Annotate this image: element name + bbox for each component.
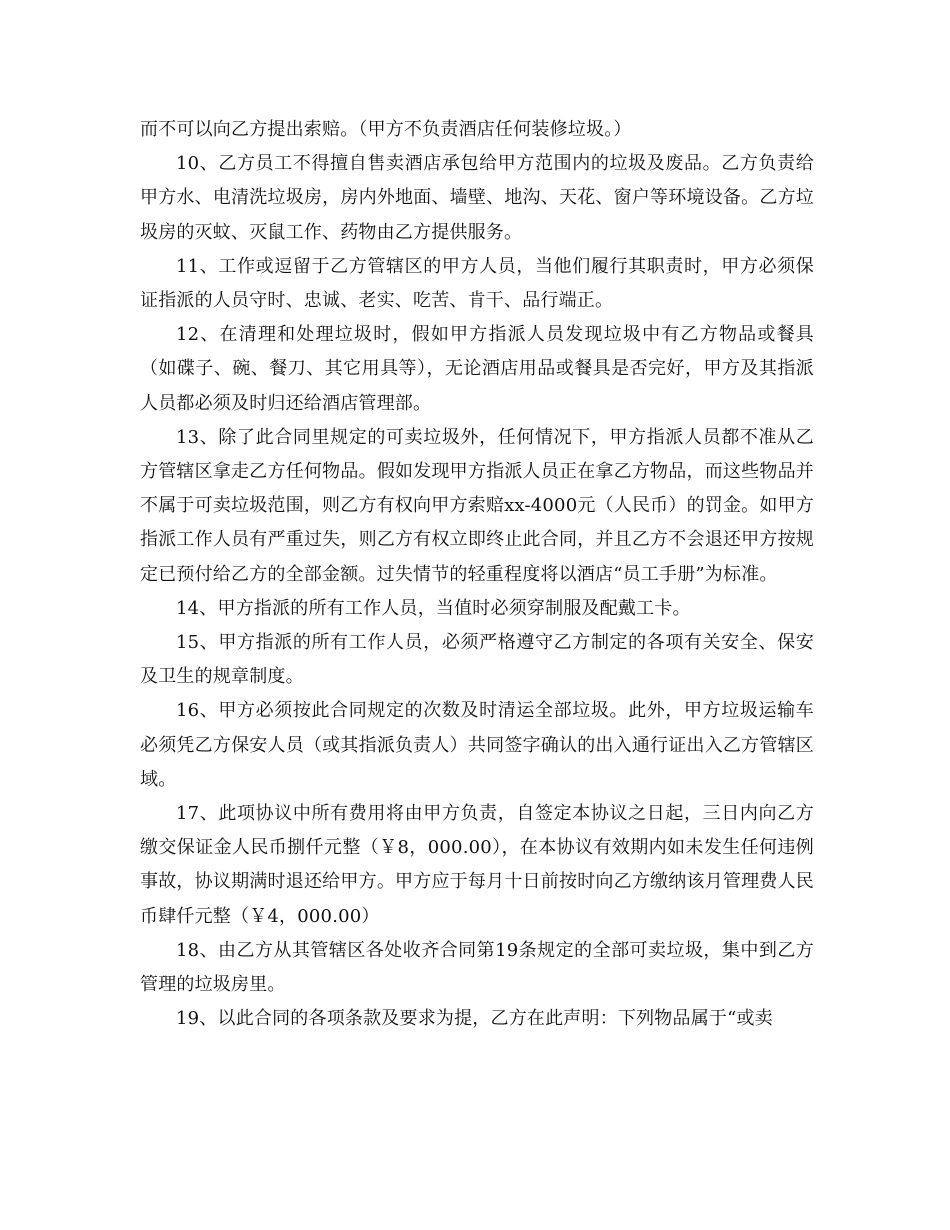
contract-body bbox=[140, 113, 814, 1036]
paragraph-continuation: 而不可以向乙方提出索赔。（甲方不负责酒店任何装修垃圾。） bbox=[140, 119, 632, 140]
clause-18: 18、由乙方从其管辖区各处收齐合同第19条规定的全部可卖垃圾，集中到乙方管理的垃圾房里。 bbox=[140, 939, 814, 996]
clause-12: 12、在清理和处理垃圾时，假如甲方指派人员发现垃圾中有乙方物品或餐具（如碟子、碗、餐刀、其它用具等），无论酒店用品或餐具是否完好，甲方及其指派人员都必须及时归还给酒店管理部。 bbox=[140, 324, 814, 414]
clause-11: 11、工作或逗留于乙方管辖区的甲方人员，当他们履行其职责时，甲方必须保证指派的人员守时、忠诚、老实、吃苦、肯干、品行端正。 bbox=[140, 255, 814, 312]
clause-14: 14、甲方指派的所有工作人员，当值时必须穿制服及配戴工卡。 bbox=[176, 597, 691, 619]
clause-17: 17、此项协议中所有费用将由甲方负责，自签定本协议之日起，三日内向乙方缴交保证金人民币捌仟元整（￥8，000.00），在本协议有效期内如未发生任何违例事故，协议期满时退还给甲方。甲方应于每月十日前按时向乙方缴纳该月管理费人民币肆仟元整（￥4，000.00） bbox=[140, 803, 814, 927]
clause-10: 10、乙方员工不得擅自售卖酒店承包给甲方范围内的垃圾及废品。乙方负责给甲方水、电清洗垃圾房，房内外地面、墙壁、地沟、天花、窗户等环境设备。乙方垃圾房的灭蚊、灭鼠工作、药物由乙方提供服务。 bbox=[140, 153, 814, 243]
clause-16: 16、甲方必须按此合同规定的次数及时清运全部垃圾。此外，甲方垃圾运输车必须凭乙方保安人员（或其指派负责人）共同签字确认的出入通行证出入乙方管辖区域。 bbox=[140, 700, 814, 790]
clause-19: 19、以此合同的各项条款及要求为提，乙方在此声明：下列物品属于“或卖 bbox=[176, 1008, 773, 1030]
clause-15: 15、甲方指派的所有工作人员，必须严格遵守乙方制定的各项有关安全、保安及卫生的规章制度。 bbox=[140, 632, 814, 688]
clause-13: 13、除了此合同里规定的可卖垃圾外，任何情况下，甲方指派人员都不准从乙方管辖区拿走乙方任何物品。假如发现甲方指派人员正在拿乙方物品，而这些物品并不属于可卖垃圾范围，则乙方有权向甲方索赔xx-4000元（人民币）的罚金。如甲方指派工作人员有严重过失，则乙方有权立即终止此合同，并且乙方不会退还甲方按规定已预付给乙方的全部金额。过失情节的轻重程度将以酒店“员工手册”为标准。 bbox=[140, 426, 814, 585]
